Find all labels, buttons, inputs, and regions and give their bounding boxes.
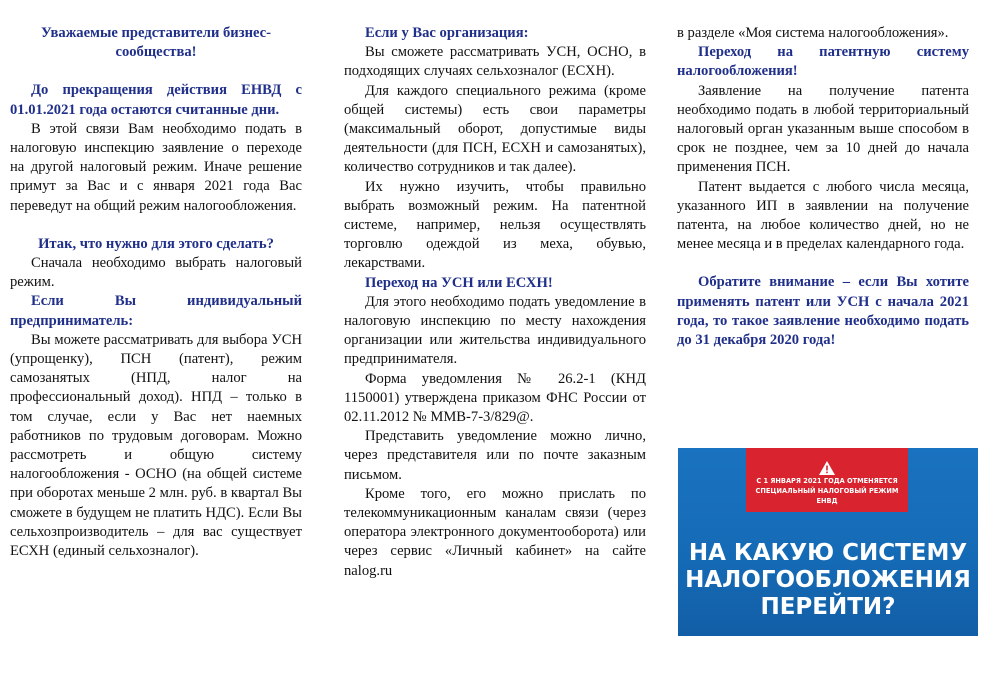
warning-triangle-icon (818, 460, 836, 476)
column-middle (344, 24, 646, 581)
paragraph-regime-parameters: Для каждого специального режима (кроме общей системы) есть свои параметры (максимальный оборот, допустимые виды деятельности (для ПСН, ЕСХН и самозанятых), количество сотрудников и так далее). (344, 82, 646, 176)
paragraph-transition: В этой связи Вам необходимо подать в налоговую инспекцию заявление о переходе на другой налоговый режим. Иначе решение примут за Вас и с января 2021 года Вас переведут на общий режим налогообложения. (10, 120, 302, 214)
info-banner-image (678, 448, 978, 636)
entrepreneur-heading: Если Вы индивидуальный предприниматель: (10, 293, 302, 329)
paragraph-electronic: Кроме того, его можно прислать по телекоммуникационным каналам связи (через оператора электронного документооборота) или через сервис «Личный кабинет» на сайте nalog.ru (344, 485, 646, 579)
spacer (10, 216, 302, 235)
spacer (677, 254, 969, 273)
banner-red-block (746, 448, 908, 512)
column-right (677, 24, 969, 350)
envd-deadline-heading: До прекращения действия ЕНВД с 01.01.2021 года остаются считанные дни. (10, 82, 302, 118)
spacer (10, 62, 302, 81)
greeting-heading: Уважаемые представители бизнес-сообщества! (41, 25, 271, 61)
paragraph-submit-ways: Представить уведомление можно лично, через представителя или по почте заказным письмом. (344, 428, 646, 483)
organization-heading: Если у Вас организация: (365, 25, 529, 41)
paragraph-form: Форма уведомления № 26.2-1 (КНД 1150001) утверждена приказом ФНС России от 02.11.2012 № ММВ-7-3/829@. (344, 370, 646, 426)
paragraph-study-regime: Их нужно изучить, чтобы правильно выбрать возможный режим. На патентной системе, например, нельзя осуществлять торговлю одеждой из меха, обувью, лекарствами. (344, 178, 646, 272)
banner-small-text: С 1 ЯНВАРЯ 2021 ГОДА ОТМЕНЯЕТСЯ СПЕЦИАЛЬНЫЙ НАЛОГОВЫЙ РЕЖИМ ЕНВД (755, 477, 899, 505)
patent-transition-heading: Переход на патентную систему налогообложения! (677, 44, 969, 80)
paragraph-choose-regime: Сначала необходимо выбрать налоговый режим. (10, 255, 302, 291)
banner-headline: НА КАКУЮ СИСТЕМУ НАЛОГООБЛОЖЕНИЯ ПЕРЕЙТИ? (685, 540, 971, 620)
paragraph-section-ref: в разделе «Моя система налогообложения». (677, 25, 949, 41)
paragraph-entrepreneur-options: Вы можете рассматривать для выбора УСН (упрощенку), ПСН (патент), режим самозанятых (НПД, налог на профессиональный доход). НПД – только в том случае, если у Вас нет наемных работников по трудовым договорам. Можно рассмотреть и общую систему налогообложения - ОСНО (на общей системе при оборотах меньше 2 млн. руб. в квартал Вы сможете в будущем не платить НДС). Если Вы сельхозпроизводитель – для вас существует ЕСХН (единый сельхозналог). (10, 331, 302, 560)
what-to-do-heading: Итак, что нужно для этого сделать? (38, 235, 274, 252)
usn-transition-heading: Переход на УСН или ЕСХН! (365, 274, 553, 291)
paragraph-notification: Для этого необходимо подать уведомление в налоговую инспекцию по месту нахождения организации или жительства индивидуального предпринимателя. (344, 293, 646, 368)
column-left (10, 24, 302, 561)
paragraph-patent-application: Заявление на получение патента необходимо подать в любой территориальный налоговый орган указанным выше способом в срок не позднее, чем за 10 дней до начала применения ПСН. (677, 82, 969, 176)
paragraph-patent-issue: Патент выдается с любого числа месяца, указанного ИП в заявлении на получение патента, на любое количество дней, но не менее месяца и в пределах календарного года. (677, 178, 969, 253)
attention-notice: Обратите внимание – если Вы хотите применять патент или УСН с начала 2021 года, то такое заявление необходимо подать до 31 декабря 2020 года! (677, 274, 969, 349)
paragraph-organization-options: Вы сможете рассматривать УСН, ОСНО, в подходящих случаях сельхозналог (ЕСХН). (344, 44, 646, 80)
